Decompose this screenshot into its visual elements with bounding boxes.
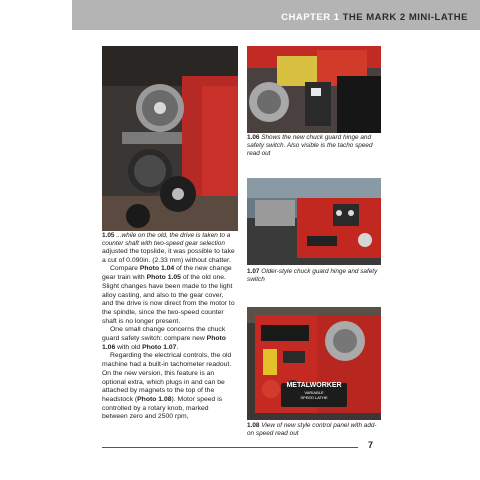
para3-ref-photo-1-07: Photo 1.07: [142, 343, 177, 351]
caption-1-08: [247, 422, 379, 438]
caption-1-05: [102, 232, 242, 248]
body-paragraph-1: [102, 248, 236, 265]
body-paragraph-3: [102, 326, 236, 352]
para4-text-b: ). Motor speed is controlled by a rotary knob, marked between zero and 2500 rpm,: [102, 395, 223, 421]
footer-rule: [102, 447, 358, 448]
caption-1-05-number: 1.05: [102, 232, 115, 239]
caption-1-05-text: ...while on the old, the drive is taken to a counter shaft with two-speed gear selection: [102, 232, 231, 248]
para3-text-b: with old: [115, 343, 143, 351]
caption-1-07: [247, 268, 379, 284]
para3-text-c: .: [176, 343, 179, 351]
para1-text: adjusted the topslide, it was possible to take a cut of 0.090in. (2.33 mm) without chatter.: [102, 248, 235, 264]
caption-1-07-number: 1.07: [247, 268, 260, 275]
para2-text-c: of the old one. Slight changes have been made to the light alloy casting, and also to the gear cover, and the drive is now direct from the motor to the spindle, since the two-speed counter shaft is no longer present.: [102, 274, 235, 325]
body-paragraph-2: [102, 265, 236, 326]
photo-1-08-control-panel: [247, 307, 381, 420]
photo-1-05-gear-train: [102, 46, 238, 231]
para3-ref-photo-1-06: Photo 1.06: [102, 335, 226, 351]
caption-1-07-text: Older-style chuck guard hinge and safety switch: [247, 268, 378, 284]
caption-1-06: [247, 134, 379, 159]
caption-1-06-number: 1.06: [247, 134, 260, 141]
badge-line-1: METALWORKER: [286, 382, 342, 389]
metalworker-badge: [283, 382, 345, 406]
caption-1-08-text: View of new style control panel with add-on speed read out: [247, 422, 377, 438]
chapter-title: THE MARK 2 MINI-LATHE: [342, 12, 468, 23]
body-text: [102, 248, 236, 422]
para2-ref-photo-1-05: Photo 1.05: [146, 274, 181, 282]
para3-text-a: One small change concerns the chuck guard safety switch: compare new: [102, 326, 226, 343]
chapter-header: [281, 12, 468, 23]
para4-ref-photo-1-08: Photo 1.08: [137, 395, 172, 403]
badge-line-2: VARIABLE: [304, 390, 324, 395]
page-number: 7: [368, 440, 374, 450]
body-paragraph-4: [102, 352, 236, 422]
caption-1-06-text: Shows the new chuck guard hinge and safety switch. Also visible is the tacho speed read out: [247, 134, 373, 158]
para2-text-a: Compare: [110, 265, 140, 273]
chapter-label: CHAPTER 1: [281, 12, 340, 23]
para2-text-b: of the new change gear train with: [102, 265, 232, 282]
para2-ref-photo-1-04: Photo 1.04: [139, 265, 175, 273]
photo-1-07-old-chuck-guard: [247, 178, 381, 265]
para4-text-a: Regarding the electrical controls, the old machine had a built-in tachometer readout. On the new version, this feature is an optional extra, which plugs in and can be attached by magnets to the top of the headstock (: [102, 352, 232, 403]
photo-1-06-chuck-guard: [247, 46, 381, 133]
caption-1-08-number: 1.08: [247, 422, 260, 429]
badge-line-3: SPEED LATHE: [300, 395, 328, 400]
